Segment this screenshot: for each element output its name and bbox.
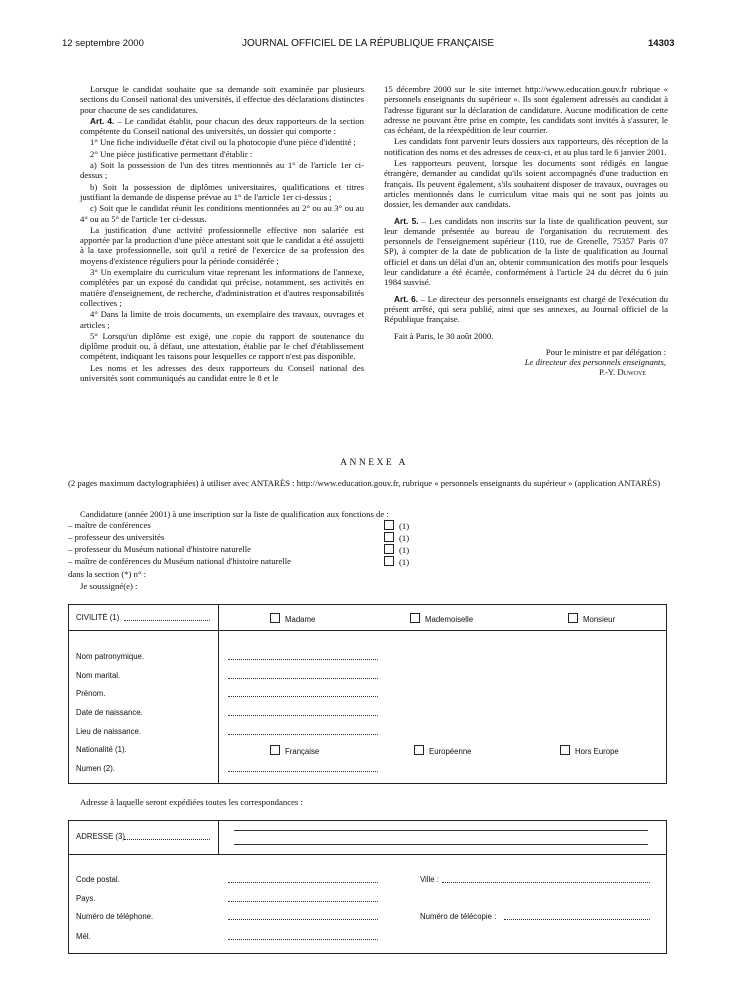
paragraph: 15 décembre 2000 sur le site internet http://www.education.gouv.fr rubrique « personnels enseignants du supérieur ». Ils sont également adressés au candidat à l'adresse figurant sur la déclaration de candidature. Aucune modification de cette adresse ne pouvant être prise en compte, les candidats sont invités à s'assurer, le cas échéant, de la réexpédition de leur courrier. [384,84,668,136]
annexe-title: ANNEXE A [340,458,408,468]
article-label: Art. 5. [394,215,419,226]
list-item: 4° Dans la limite de trois documents, un exemplaire des travaux, ouvrages et articles ; [80,309,364,330]
function-item: – professeur du Muséum national d'histoire naturelle [68,544,251,554]
divider [68,630,666,631]
pays-label: Pays. [76,894,96,903]
prenom-input[interactable] [228,696,378,697]
identity-form [68,604,667,784]
page-number: 14303 [648,38,675,49]
paragraph: Les noms et les adresses des deux rapporteurs du Conseil national des universités sont communiqués au candidat entre le 8 et le [80,362,364,384]
adresse-input-line1[interactable] [234,830,648,831]
section-line: dans la section (*) n° : [68,569,147,579]
list-item: 3° Un exemplaire du curriculum vitae reprenant les informations de l'annexe, complétées par un exposé du candidat qui précise, notamment, ses activités en matière d'enseignement, de recherche, d'administration et d'autres responsabilités collectives ; [80,267,364,308]
adresse-input-line2[interactable] [234,844,648,845]
signature-line: Pour le ministre et par délégation : [545,346,666,357]
address-form [68,820,667,954]
field-label: Date de naissance. [76,708,143,717]
nationalite-francaise[interactable]: Française [270,745,319,756]
telecopie-input[interactable] [504,919,650,920]
civilite-monsieur[interactable]: Monsieur [568,613,615,624]
list-item: b) Soit la possession de diplômes universitaires, qualifications et titres justifiant la demande de dispense prévue au 1° de l'article 1er ci-dessus ; [80,181,364,202]
field-label: Nom marital. [76,671,121,680]
telephone-label: Numéro de téléphone. [76,912,154,921]
header-date: 12 septembre 2000 [62,38,144,49]
header-title: JOURNAL OFFICIEL DE LA RÉPUBLIQUE FRANÇAISE [242,38,495,49]
paragraph: Les rapporteurs peuvent, lorsque les documents sont rédigés en langue étrangère, demander au candidat qu'ils soient accompagnés d'une traduction en français. Ils peuvent également, s'ils souhaitent disposer de travaux, ouvrages ou articles mentionnés dans le curriculum vitae mais qui ne sont pas joints au dossier, les demander aux candidats. [384,158,668,210]
checkbox-icon [560,745,570,755]
checkbox-icon [568,613,578,623]
civilite-madame[interactable]: Madame [270,613,315,624]
annexe-intro: (2 pages maximum dactylographiées) à utiliser avec ANTARÈS : http://www.education.gouv.fr, rubrique « personnels enseignants du supérieur » (application ANTARÈS) [68,478,661,488]
code-postal-label: Code postal. [76,875,120,884]
article-label: Art. 4. [90,115,115,126]
list-item: 5° Lorsqu'un diplôme est exigé, une copie du rapport de soutenance du diplôme produit ou, à défaut, une attestation, établie par le chef d'établissement compétent, indiquant les raisons pour lesquelles ce rapport n'est pas disponible. [80,330,364,362]
date-naissance-input[interactable] [228,715,378,716]
nom-marital-input[interactable] [228,678,378,679]
pays-input[interactable] [228,901,378,902]
function-item: – maître de conférences du Muséum national d'histoire naturelle [68,556,292,566]
divider [218,820,219,855]
adresse-intro: Adresse à laquelle seront expédiées toutes les correspondances : [80,797,303,807]
right-column [384,84,668,378]
telecopie-label: Numéro de télécopie : [420,912,497,921]
telephone-input[interactable] [228,919,378,920]
signature-name: P.-Y. Duwoye [598,367,646,378]
numen-label: Numen (2). [76,764,115,773]
code-postal-input[interactable] [228,882,378,883]
soussigne-line: Je soussigné(e) : [80,581,138,591]
function-checkbox[interactable]: (1) [384,556,409,567]
checkbox-icon [270,745,280,755]
article-label: Art. 6. [394,293,418,304]
nationalite-hors-europe[interactable]: Hors Europe [560,745,619,756]
list-item: a) Soit la possession de l'un des titres mentionnés au 1° de l'article 1er ci-dessus ; [80,160,364,181]
checkbox-icon [384,520,394,530]
list-item: c) Soit que le candidat réunit les conditions mentionnées au 2° ou au 3° ou au 4° ou au 5° de l'article 1er ci-dessus. [80,203,364,224]
adresse-dots [124,839,210,840]
article-5: Art. 5. – Les candidats non inscrits sur la liste de qualification peuvent, sur leur demande présentée au bureau de l'organisation du recrutement des personnels de l'enseignement supérieur (110, rue de Grenelle, 75357 Paris 07 SP), à compter de la date de publication de la liste de qualification au Journal officiel et dans un délai d'un an, obtenir communication des motifs pour lesquels leur candidature a été écartée, conformément à l'article 24 du décret du 6 juin 1984 susvisé. [384,215,668,288]
lieu-naissance-input[interactable] [228,734,378,735]
function-checkbox[interactable]: (1) [384,544,409,555]
checkbox-icon [384,556,394,566]
checkbox-icon [414,745,424,755]
list-item: 2° Une pièce justificative permettant d'établir : [90,148,253,159]
nationalite-label: Nationalité (1). [76,745,127,754]
numen-input[interactable] [228,771,378,772]
civilite-mademoiselle[interactable]: Mademoiselle [410,613,473,624]
paragraph: La justification d'une activité professionnelle effective non salariée est apportée par la production d'une pièce attestant soit que le candidat a été assujetti à la taxe professionnelle, soit qu'il a retiré de l'exercice de sa profession des moyens d'existence réguliers pour la période considérée ; [80,224,364,266]
article-4: Art. 4. – Le candidat établit, pour chacun des deux rapporteurs de la section compétente du Conseil national des universités, un dossier qui comporte : [80,115,364,137]
function-item: – professeur des universités [68,532,165,542]
function-checkbox[interactable]: (1) [384,532,409,543]
checkbox-icon [384,544,394,554]
nom-patronymique-input[interactable] [228,659,378,660]
list-item: 1° Une fiche individuelle d'état civil ou la photocopie d'une pièce d'identité ; [90,137,356,148]
candidature-line: Candidature (année 2001) à une inscription sur la liste de qualification aux fonctions de : [80,509,389,519]
divider [68,854,666,855]
adresse-label: ADRESSE (3) [76,832,125,841]
field-label: Nom patronymique. [76,652,145,661]
left-column [80,84,364,384]
function-checkbox[interactable]: (1) [384,520,409,531]
paragraph: Les candidats font parvenir leurs dossiers aux rapporteurs, dès réception de la notification des noms et des adresses de ceux-ci, et au plus tard le 6 janvier 2001. [384,136,668,157]
function-item: – maître de conférences [68,520,151,530]
ville-label: Ville : [420,875,439,884]
civilite-dots [124,620,210,621]
signature-block [384,347,668,378]
checkbox-icon [384,532,394,542]
signature-line: Le directeur des personnels enseignants, [524,357,666,368]
paragraph: Lorsque le candidat souhaite que sa demande soit examinée par plusieurs sections du Conseil national des universités, il effectue des déclarations distinctes pour chacune de ses candidatures. [80,84,364,115]
checkbox-icon [270,613,280,623]
checkbox-icon [410,613,420,623]
civilite-label: CIVILITÉ (1) [76,613,120,622]
mel-input[interactable] [228,939,378,940]
divider [218,604,219,783]
field-label: Prénom. [76,689,106,698]
fait-a: Fait à Paris, le 30 août 2000. [394,330,494,341]
article-6: Art. 6. – Le directeur des personnels enseignants est chargé de l'exécution du présent arrêté, qui sera publié, ainsi que ses annexes, au Journal officiel de la République française. [384,293,669,325]
mel-label: Mél. [76,932,91,941]
field-label: Lieu de naissance. [76,727,142,736]
nationalite-europeenne[interactable]: Européenne [414,745,472,756]
ville-input[interactable] [442,882,650,883]
